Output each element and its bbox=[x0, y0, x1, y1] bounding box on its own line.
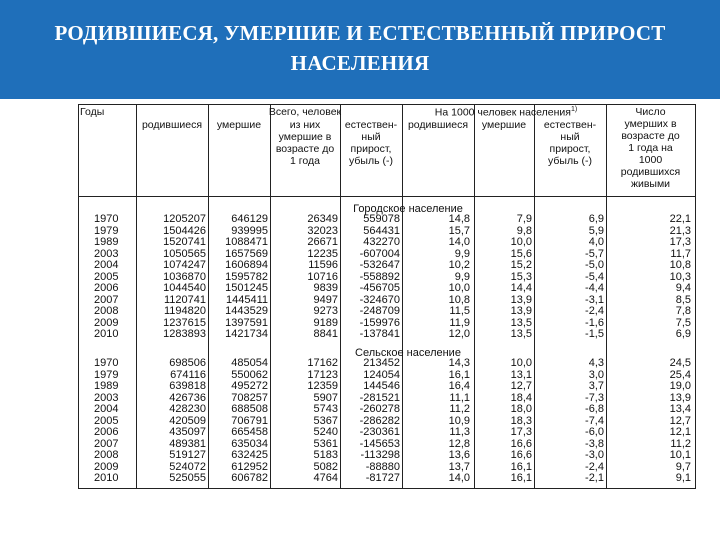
natural-increase-cell: -248709 bbox=[359, 305, 400, 317]
slide-title-banner bbox=[0, 0, 720, 96]
header-per1000 bbox=[408, 104, 604, 119]
natural-rate-cell: 6,9 bbox=[588, 213, 604, 225]
natural-rate-cell: -2,4 bbox=[585, 460, 604, 473]
born-cell: 1050565 bbox=[163, 247, 206, 260]
year-cell: 2003 bbox=[94, 391, 119, 404]
born-cell: 674116 bbox=[170, 368, 206, 381]
infant-deaths-cell: 5082 bbox=[313, 460, 338, 473]
year-cell: 1970 bbox=[94, 213, 119, 225]
infant-deaths-cell: 17123 bbox=[307, 368, 338, 381]
slide-title-line-2: НАСЕЛЕНИЯ bbox=[290, 51, 430, 75]
born-rate-cell: 12,0 bbox=[448, 328, 470, 340]
born-rate-cell: 11,2 bbox=[449, 403, 470, 415]
natural-increase-cell: -260278 bbox=[359, 403, 400, 415]
died-rate-cell: 10,0 bbox=[510, 357, 532, 369]
born-rate-cell: 16,1 bbox=[448, 368, 470, 381]
header-line: живыми bbox=[630, 178, 671, 190]
year-cell: 1970 bbox=[94, 357, 119, 369]
natural-increase-column bbox=[340, 358, 400, 485]
year-column bbox=[94, 358, 134, 485]
died-cell: 688508 bbox=[231, 403, 268, 415]
header-line: убыль (-) bbox=[548, 155, 592, 167]
born-cell: 639818 bbox=[169, 380, 206, 392]
died-cell: 939995 bbox=[231, 224, 268, 237]
born-cell: 1237615 bbox=[163, 316, 206, 329]
died-cell: 495272 bbox=[231, 380, 268, 392]
infant-rate-cell: 10,3 bbox=[669, 270, 691, 283]
infant-deaths-cell: 5240 bbox=[313, 426, 338, 438]
infant-deaths-cell: 11596 bbox=[308, 259, 338, 271]
born-cell: 1520741 bbox=[163, 236, 206, 248]
natural-rate-cell: 4,3 bbox=[588, 357, 604, 369]
born-rate-cell: 16,4 bbox=[448, 380, 470, 392]
born-rate-cell: 14,0 bbox=[448, 472, 470, 484]
natural-increase-cell: -532647 bbox=[359, 259, 400, 271]
natural-increase-cell: -324670 bbox=[359, 293, 400, 306]
year-cell: 2007 bbox=[94, 437, 119, 450]
header-infant-total bbox=[270, 119, 340, 167]
year-cell: 2006 bbox=[94, 282, 119, 294]
year-cell: 2009 bbox=[94, 460, 119, 473]
natural-increase-cell: -159976 bbox=[359, 316, 400, 329]
died-rate-cell: 16,6 bbox=[510, 449, 532, 461]
infant-rate-cell: 17,3 bbox=[669, 236, 691, 248]
infant-rate-cell: 19,0 bbox=[669, 380, 691, 392]
infant-deaths-cell: 17162 bbox=[307, 357, 338, 369]
year-cell: 2010 bbox=[94, 328, 119, 340]
header-line: естествен- bbox=[344, 119, 398, 131]
natural-rate-cell: -2,1 bbox=[585, 472, 604, 484]
born-cell: 489381 bbox=[169, 437, 206, 450]
died-rate-cell: 18,0 bbox=[510, 403, 532, 415]
header-born: родившиеся bbox=[141, 119, 203, 131]
infant-rate-cell: 11,2 bbox=[670, 437, 691, 450]
statistics-table bbox=[78, 104, 696, 488]
header-bottom-line bbox=[78, 196, 696, 197]
died-rate-cell: 10,0 bbox=[510, 236, 532, 248]
born-rate-cell: 9,9 bbox=[454, 247, 470, 260]
born-rate-cell: 12,8 bbox=[448, 437, 470, 450]
year-cell: 2005 bbox=[94, 270, 119, 283]
born-cell: 435097 bbox=[169, 426, 206, 438]
natural-rate-cell: -2,4 bbox=[585, 305, 604, 317]
header-line: прирост, bbox=[350, 143, 392, 155]
natural-rate-cell: -1,6 bbox=[585, 316, 604, 329]
header-line: ный bbox=[361, 131, 381, 143]
natural-increase-cell: -607004 bbox=[359, 247, 400, 260]
year-cell: 2007 bbox=[94, 293, 119, 306]
born-cell: 1194820 bbox=[163, 305, 206, 317]
born-rate-cell: 13,7 bbox=[448, 460, 470, 473]
infant-deaths-column bbox=[270, 358, 338, 485]
natural-increase-cell: -230361 bbox=[359, 426, 400, 438]
born-rate-cell: 11,9 bbox=[449, 316, 470, 329]
header-years: Годы bbox=[80, 106, 105, 118]
died-rate-cell: 14,4 bbox=[510, 282, 532, 294]
born-cell: 698506 bbox=[169, 357, 206, 369]
header-line: убыль (-) bbox=[349, 155, 393, 167]
born-cell: 1044540 bbox=[163, 282, 206, 294]
header-line: 1000 bbox=[638, 154, 663, 166]
died-rate-cell: 13,9 bbox=[510, 293, 532, 306]
natural-rate-cell: -5,0 bbox=[585, 259, 604, 271]
header-line: возрасте до bbox=[275, 143, 335, 155]
infant-rate-cell: 9,4 bbox=[675, 282, 691, 294]
slide-title-line-1: РОДИВШИЕСЯ, УМЕРШИЕ И ЕСТЕСТВЕННЫЙ ПРИРОСТ bbox=[54, 21, 666, 45]
born-rate-cell: 9,9 bbox=[454, 270, 470, 283]
natural-increase-cell: -281521 bbox=[359, 391, 400, 404]
infant-rate-cell: 8,5 bbox=[675, 293, 691, 306]
infant-rate-cell: 13,9 bbox=[669, 391, 691, 404]
natural-rate-column bbox=[534, 214, 604, 341]
header-died-rate: умершие bbox=[481, 119, 527, 131]
died-cell: 1397591 bbox=[225, 316, 268, 329]
natural-increase-cell: 144546 bbox=[363, 380, 400, 392]
year-cell: 2003 bbox=[94, 247, 119, 260]
died-column bbox=[208, 214, 268, 341]
born-rate-cell: 13,6 bbox=[448, 449, 470, 461]
born-cell: 1205207 bbox=[163, 213, 206, 225]
born-rate-cell: 14,0 bbox=[448, 236, 470, 248]
infant-deaths-cell: 5907 bbox=[313, 391, 338, 404]
born-column bbox=[136, 214, 206, 341]
infant-deaths-cell: 8841 bbox=[313, 328, 338, 340]
born-cell: 1504426 bbox=[163, 224, 206, 237]
died-cell: 606782 bbox=[231, 472, 268, 484]
section-title-urban: Городское население bbox=[353, 203, 463, 215]
natural-increase-cell: -88880 bbox=[365, 460, 400, 473]
title-underline bbox=[0, 96, 720, 99]
born-cell: 1036870 bbox=[163, 270, 206, 283]
natural-increase-cell: 124054 bbox=[363, 368, 400, 381]
died-cell: 635034 bbox=[231, 437, 268, 450]
natural-rate-cell: -4,4 bbox=[585, 282, 604, 294]
year-cell: 2005 bbox=[94, 414, 119, 427]
natural-increase-cell: -286282 bbox=[359, 414, 400, 427]
year-column bbox=[94, 214, 134, 341]
born-rate-cell: 10,2 bbox=[448, 259, 470, 271]
natural-rate-cell: -7,3 bbox=[585, 391, 604, 404]
infant-deaths-cell: 9273 bbox=[313, 305, 338, 317]
died-column bbox=[208, 358, 268, 485]
died-rate-cell: 13,1 bbox=[510, 368, 532, 381]
natural-rate-column bbox=[534, 358, 604, 485]
infant-rate-cell: 21,3 bbox=[669, 224, 691, 237]
infant-rate-cell: 7,5 bbox=[675, 316, 691, 329]
table-border-left bbox=[78, 104, 79, 489]
died-cell: 1657569 bbox=[225, 247, 268, 260]
year-cell: 2009 bbox=[94, 316, 119, 329]
infant-deaths-cell: 5367 bbox=[313, 414, 338, 427]
natural-rate-cell: 3,0 bbox=[588, 368, 604, 381]
died-cell: 1445411 bbox=[225, 293, 268, 306]
died-rate-cell: 15,3 bbox=[510, 270, 532, 283]
born-rate-cell: 10,8 bbox=[448, 293, 470, 306]
infant-deaths-cell: 26349 bbox=[307, 213, 338, 225]
infant-rate-cell: 6,9 bbox=[675, 328, 691, 340]
born-column bbox=[136, 358, 206, 485]
died-cell: 1606894 bbox=[225, 259, 268, 271]
died-rate-cell: 15,2 bbox=[510, 259, 532, 271]
died-rate-cell: 17,3 bbox=[510, 426, 532, 438]
natural-rate-cell: -6,8 bbox=[585, 403, 604, 415]
year-cell: 2006 bbox=[94, 426, 119, 438]
died-rate-cell: 16,6 bbox=[510, 437, 532, 450]
natural-increase-cell: 432270 bbox=[363, 236, 400, 248]
born-rate-cell: 15,7 bbox=[448, 224, 470, 237]
infant-rate-cell: 22,1 bbox=[669, 213, 691, 225]
natural-increase-cell: -113298 bbox=[360, 449, 400, 461]
died-rate-cell: 13,9 bbox=[510, 305, 532, 317]
infant-rate-column bbox=[606, 214, 691, 341]
infant-deaths-cell: 12359 bbox=[307, 380, 338, 392]
infant-deaths-cell: 5183 bbox=[313, 449, 338, 461]
died-cell: 550062 bbox=[231, 368, 268, 381]
table-border-bottom bbox=[78, 488, 696, 489]
header-line: 1 года bbox=[290, 155, 320, 167]
natural-rate-cell: 5,9 bbox=[588, 224, 604, 237]
died-rate-column bbox=[474, 214, 532, 341]
died-rate-cell: 7,9 bbox=[516, 213, 532, 225]
header-line: умершие в bbox=[278, 131, 332, 143]
natural-rate-cell: -3,8 bbox=[585, 437, 604, 450]
died-cell: 632425 bbox=[231, 449, 268, 461]
born-rate-cell: 10,0 bbox=[448, 282, 470, 294]
born-cell: 426736 bbox=[169, 391, 206, 404]
header-total: Всего, человек bbox=[268, 106, 342, 118]
born-cell: 519127 bbox=[169, 449, 206, 461]
born-rate-cell: 11,5 bbox=[449, 305, 470, 317]
born-rate-cell: 14,3 bbox=[448, 357, 470, 369]
natural-increase-cell: 213452 bbox=[363, 357, 400, 369]
header-natural-rate bbox=[534, 119, 606, 167]
died-rate-cell: 9,8 bbox=[516, 224, 532, 237]
header-natural bbox=[340, 119, 402, 167]
born-cell: 1283893 bbox=[163, 328, 206, 340]
died-rate-cell: 16,1 bbox=[510, 460, 532, 473]
born-rate-cell: 10,9 bbox=[448, 414, 470, 427]
died-cell: 1501245 bbox=[225, 282, 268, 294]
died-rate-cell: 12,7 bbox=[510, 380, 532, 392]
infant-rate-cell: 10,1 bbox=[669, 449, 691, 461]
natural-increase-cell: -81727 bbox=[365, 472, 400, 484]
header-line: прирост, bbox=[549, 143, 591, 155]
infant-rate-cell: 13,4 bbox=[669, 403, 691, 415]
born-rate-cell: 14,8 bbox=[448, 213, 470, 225]
infant-rate-cell: 10,8 bbox=[669, 259, 691, 271]
infant-deaths-cell: 10716 bbox=[307, 270, 338, 283]
infant-deaths-cell: 26671 bbox=[307, 236, 338, 248]
died-rate-cell: 15,6 bbox=[510, 247, 532, 260]
died-cell: 1443529 bbox=[225, 305, 268, 317]
natural-rate-cell: -5,7 bbox=[585, 247, 604, 260]
header-infant-rate bbox=[606, 106, 695, 190]
infant-deaths-column bbox=[270, 214, 338, 341]
died-rate-column bbox=[474, 358, 532, 485]
natural-rate-cell: 4,0 bbox=[588, 236, 604, 248]
header-died: умершие bbox=[216, 119, 262, 131]
natural-increase-cell: -145653 bbox=[359, 437, 400, 450]
infant-rate-cell: 12,7 bbox=[669, 414, 691, 427]
infant-rate-cell: 9,1 bbox=[675, 472, 691, 484]
infant-rate-cell: 12,1 bbox=[669, 426, 691, 438]
infant-rate-column bbox=[606, 358, 691, 485]
natural-rate-cell: -5,4 bbox=[585, 270, 604, 283]
header-line: ный bbox=[560, 131, 580, 143]
born-cell: 428230 bbox=[169, 403, 206, 415]
year-cell: 1979 bbox=[94, 224, 119, 237]
natural-increase-cell: -137841 bbox=[359, 328, 400, 340]
natural-rate-cell: -7,4 bbox=[585, 414, 604, 427]
infant-deaths-cell: 4764 bbox=[313, 472, 338, 484]
slide-footer-area bbox=[0, 500, 720, 540]
born-cell: 420509 bbox=[169, 414, 206, 427]
year-cell: 2004 bbox=[94, 403, 119, 415]
infant-rate-cell: 9,7 bbox=[675, 460, 691, 473]
infant-deaths-cell: 32023 bbox=[307, 224, 338, 237]
died-cell: 1421734 bbox=[225, 328, 268, 340]
died-rate-cell: 18,4 bbox=[510, 391, 532, 404]
died-rate-cell: 13,5 bbox=[510, 328, 532, 340]
infant-rate-cell: 7,8 bbox=[675, 305, 691, 317]
footnote-marker: 1) bbox=[570, 106, 578, 113]
natural-rate-cell: 3,7 bbox=[588, 380, 604, 392]
died-cell: 485054 bbox=[231, 357, 268, 369]
header-line: из них bbox=[289, 119, 321, 131]
infant-rate-cell: 24,5 bbox=[669, 357, 691, 369]
header-line: возрасте до bbox=[621, 130, 680, 142]
header-born-rate: родившиеся bbox=[407, 119, 469, 131]
header-line: Число bbox=[635, 106, 666, 118]
header-line: умерших в bbox=[624, 118, 677, 130]
born-cell: 524072 bbox=[169, 460, 206, 473]
natural-increase-cell: 564431 bbox=[363, 224, 400, 237]
section-title-rural: Сельское население bbox=[355, 347, 461, 359]
year-cell: 2008 bbox=[94, 305, 119, 317]
natural-increase-cell: -456705 bbox=[359, 282, 400, 294]
infant-deaths-cell: 9189 bbox=[313, 316, 338, 329]
died-cell: 1088471 bbox=[225, 236, 268, 248]
year-cell: 1989 bbox=[94, 236, 119, 248]
infant-deaths-cell: 9497 bbox=[313, 293, 338, 306]
born-rate-cell: 11,1 bbox=[449, 391, 470, 404]
header-line: естествен- bbox=[543, 119, 597, 131]
infant-rate-cell: 11,7 bbox=[670, 247, 691, 260]
year-cell: 2004 bbox=[94, 259, 119, 271]
born-rate-column bbox=[402, 358, 470, 485]
natural-rate-cell: -3,1 bbox=[585, 293, 604, 306]
year-cell: 2008 bbox=[94, 449, 119, 461]
infant-rate-cell: 25,4 bbox=[669, 368, 691, 381]
infant-deaths-cell: 9839 bbox=[313, 282, 338, 294]
died-cell: 612952 bbox=[231, 460, 268, 473]
infant-deaths-cell: 5743 bbox=[313, 403, 338, 415]
born-rate-column bbox=[402, 214, 470, 341]
table-border-right bbox=[695, 104, 696, 489]
header-line: родившихся bbox=[620, 166, 681, 178]
died-cell: 1595782 bbox=[225, 270, 268, 283]
born-rate-cell: 11,3 bbox=[449, 426, 470, 438]
born-cell: 1120741 bbox=[163, 293, 206, 306]
natural-increase-cell: -558892 bbox=[359, 270, 400, 283]
died-cell: 665458 bbox=[231, 426, 268, 438]
natural-rate-cell: -1,5 bbox=[585, 328, 604, 340]
year-cell: 1979 bbox=[94, 368, 119, 381]
natural-rate-cell: -3,0 bbox=[585, 449, 604, 461]
died-rate-cell: 13,5 bbox=[510, 316, 532, 329]
born-cell: 1074247 bbox=[163, 259, 206, 271]
infant-deaths-cell: 5361 bbox=[313, 437, 338, 450]
died-cell: 708257 bbox=[231, 391, 268, 404]
header-per1000-text: На 1000 человек населения bbox=[434, 106, 571, 119]
died-cell: 646129 bbox=[231, 213, 268, 225]
natural-increase-cell: 559078 bbox=[363, 213, 400, 225]
born-cell: 525055 bbox=[169, 472, 206, 484]
natural-increase-column bbox=[340, 214, 400, 341]
died-rate-cell: 16,1 bbox=[510, 472, 532, 484]
infant-deaths-cell: 12235 bbox=[307, 247, 338, 260]
year-cell: 1989 bbox=[94, 380, 119, 392]
header-line: 1 года на bbox=[628, 142, 673, 154]
year-cell: 2010 bbox=[94, 472, 119, 484]
natural-rate-cell: -6,0 bbox=[585, 426, 604, 438]
died-rate-cell: 18,3 bbox=[510, 414, 532, 427]
died-cell: 706791 bbox=[231, 414, 268, 427]
